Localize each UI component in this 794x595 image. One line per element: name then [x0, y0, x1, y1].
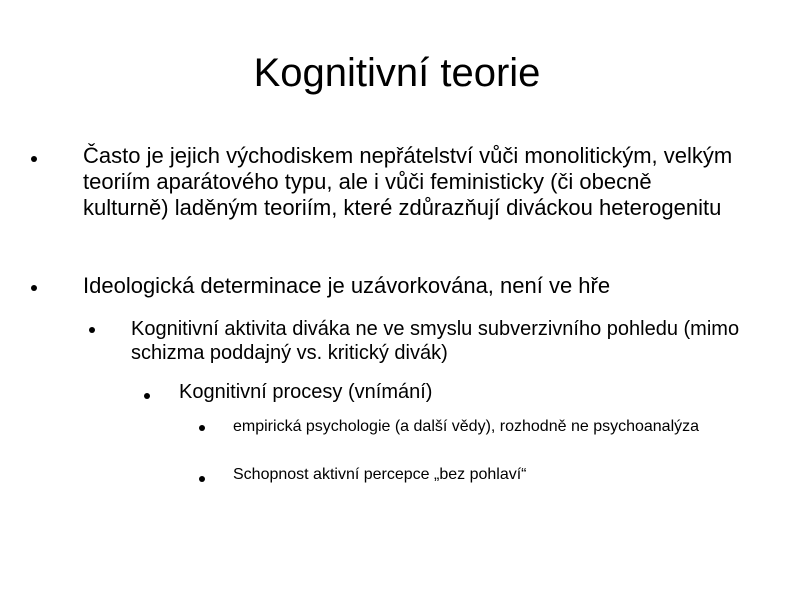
bullet-icon — [31, 156, 37, 162]
bullet-icon — [144, 393, 150, 399]
bullet-text: Kognitivní aktivita diváka ne ve smyslu subverzivního pohledu (mimo schizma poddajný vs. kritický divák) — [131, 318, 740, 364]
slide-title: Kognitivní teorie — [253, 51, 541, 95]
bullet-text: Schopnost aktivní percepce „bez pohlaví“ — [233, 466, 527, 483]
bullet-text: Kognitivní procesy (vnímání) — [179, 381, 433, 403]
bullet-icon — [199, 476, 205, 482]
bullet-icon — [199, 425, 205, 431]
bullet-icon — [31, 285, 37, 291]
bullet-text: Ideologická determinace je uzávorkována, není ve hře — [83, 273, 611, 298]
bullet-text: empirická psychologie (a další vědy), rozhodně ne psychoanalýza — [233, 418, 700, 435]
bullet-text: Často je jejich východiskem nepřátelství vůči monolitickým, velkým teoriím aparátového typu, ale i vůči feministicky (či obecně kulturně) laděným teoriím, které zdůrazňují diváckou heterogenitu — [83, 143, 733, 220]
bullet-icon — [89, 327, 95, 333]
